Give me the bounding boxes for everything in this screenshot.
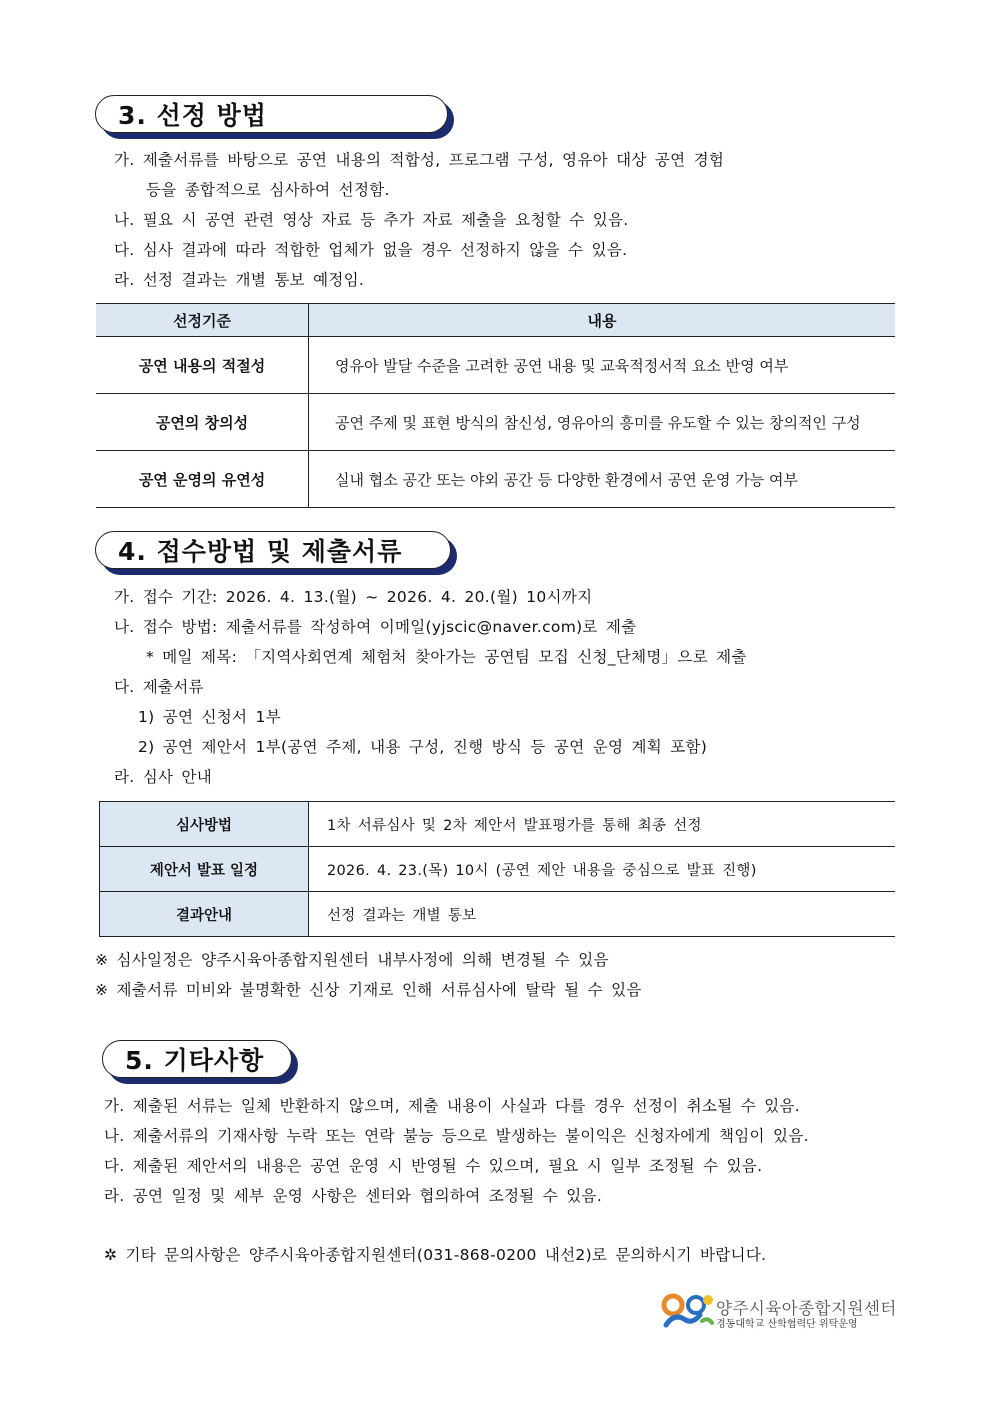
section5-heading	[102, 1040, 292, 1078]
review-label: 제안서 발표 일정	[100, 847, 309, 892]
table-row	[96, 337, 895, 394]
section4-item: 가. 접수 기간: 2026. 4. 13.(월) ~ 2026. 4. 20.(월) 10시까지	[114, 588, 593, 606]
section3-item: 가. 제출서류를 바탕으로 공연 내용의 적합성, 프로그램 구성, 영유아 대상 공연 경험	[114, 151, 725, 169]
section4-item: * 메일 제목: 「지역사회연계 체험처 찾아가는 공연팀 모집 신청_단체명」으로 제출	[146, 648, 747, 666]
selection-criteria-table	[96, 303, 895, 508]
note-line: ※ 심사일정은 양주시육아종합지원센터 내부사정에 의해 변경될 수 있음	[95, 951, 609, 969]
section5-item: 가. 제출된 서류는 일체 반환하지 않으며, 제출 내용이 사실과 다를 경우 선정이 취소될 수 있음.	[104, 1097, 800, 1115]
section3-title: 3. 선정 방법	[95, 95, 448, 133]
section5-title: 5. 기타사항	[102, 1040, 292, 1078]
table-row	[96, 451, 895, 508]
review-guide-table	[99, 801, 895, 937]
center-logo-icon	[660, 1291, 716, 1331]
criterion-cell: 공연 내용의 적절성	[96, 337, 309, 394]
review-label: 심사방법	[100, 802, 309, 847]
section3-item: 라. 선정 결과는 개별 통보 예정임.	[114, 271, 365, 289]
section3-item: 등을 종합적으로 심사하여 선정함.	[146, 181, 390, 199]
table-row	[100, 802, 896, 847]
table-header: 선정기준	[96, 304, 309, 337]
table-header: 내용	[309, 304, 896, 337]
section5-item: 다. 제출된 제안서의 내용은 공연 운영 시 반영될 수 있으며, 필요 시 일부 조정될 수 있음.	[104, 1157, 763, 1175]
section4-item: 1) 공연 신청서 1부	[138, 708, 281, 726]
section4-item: 나. 접수 방법: 제출서류를 작성하여 이메일(yjscic@naver.com)로 제출	[114, 618, 637, 636]
review-value: 1차 서류심사 및 2차 제안서 발표평가를 통해 최종 선정	[309, 802, 896, 847]
table-row	[96, 394, 895, 451]
content-cell: 실내 협소 공간 또는 야외 공간 등 다양한 환경에서 공연 운영 가능 여부	[309, 451, 896, 508]
section4-title: 4. 접수방법 및 제출서류	[95, 531, 451, 569]
content-cell: 영유아 발달 수준을 고려한 공연 내용 및 교육적정서적 요소 반영 여부	[309, 337, 896, 394]
section5-item: 라. 공연 일정 및 세부 운영 사항은 센터와 협의하여 조정될 수 있음.	[104, 1187, 603, 1205]
criterion-cell: 공연 운영의 유연성	[96, 451, 309, 508]
center-logo-subtitle: 경동대학교 산학협력단 위탁운영	[716, 1319, 858, 1330]
review-value: 선정 결과는 개별 통보	[309, 892, 896, 937]
content-cell: 공연 주제 및 표현 방식의 참신성, 영유아의 흥미를 유도할 수 있는 창의적인 구성	[309, 394, 896, 451]
section3-item: 다. 심사 결과에 따라 적합한 업체가 없을 경우 선정하지 않을 수 있음.	[114, 241, 628, 259]
contact-line: ✲ 기타 문의사항은 양주시육아종합지원센터(031-868-0200 내선2)로 문의하시기 바랍니다.	[104, 1246, 767, 1264]
note-line: ※ 제출서류 미비와 불명확한 신상 기재로 인해 서류심사에 탈락 될 수 있음	[95, 981, 642, 999]
section4-item: 라. 심사 안내	[114, 768, 213, 786]
section3-item: 나. 필요 시 공연 관련 영상 자료 등 추가 자료 제출을 요청할 수 있음.	[114, 211, 629, 229]
review-value: 2026. 4. 23.(목) 10시 (공연 제안 내용을 중심으로 발표 진행)	[309, 847, 896, 892]
section3-heading	[95, 95, 448, 133]
table-row	[100, 892, 896, 937]
review-label: 결과안내	[100, 892, 309, 937]
section4-heading	[95, 531, 451, 569]
section4-item: 다. 제출서류	[114, 678, 204, 696]
center-logo	[660, 1291, 900, 1331]
table-row	[100, 847, 896, 892]
section4-item: 2) 공연 제안서 1부(공연 주제, 내용 구성, 진행 방식 등 공연 운영 계획 포함)	[138, 738, 708, 756]
criterion-cell: 공연의 창의성	[96, 394, 309, 451]
center-logo-name: 양주시육아종합지원센터	[716, 1299, 897, 1318]
section5-item: 나. 제출서류의 기재사항 누락 또는 연락 불능 등으로 발생하는 불이익은 신청자에게 책임이 있음.	[104, 1127, 809, 1145]
